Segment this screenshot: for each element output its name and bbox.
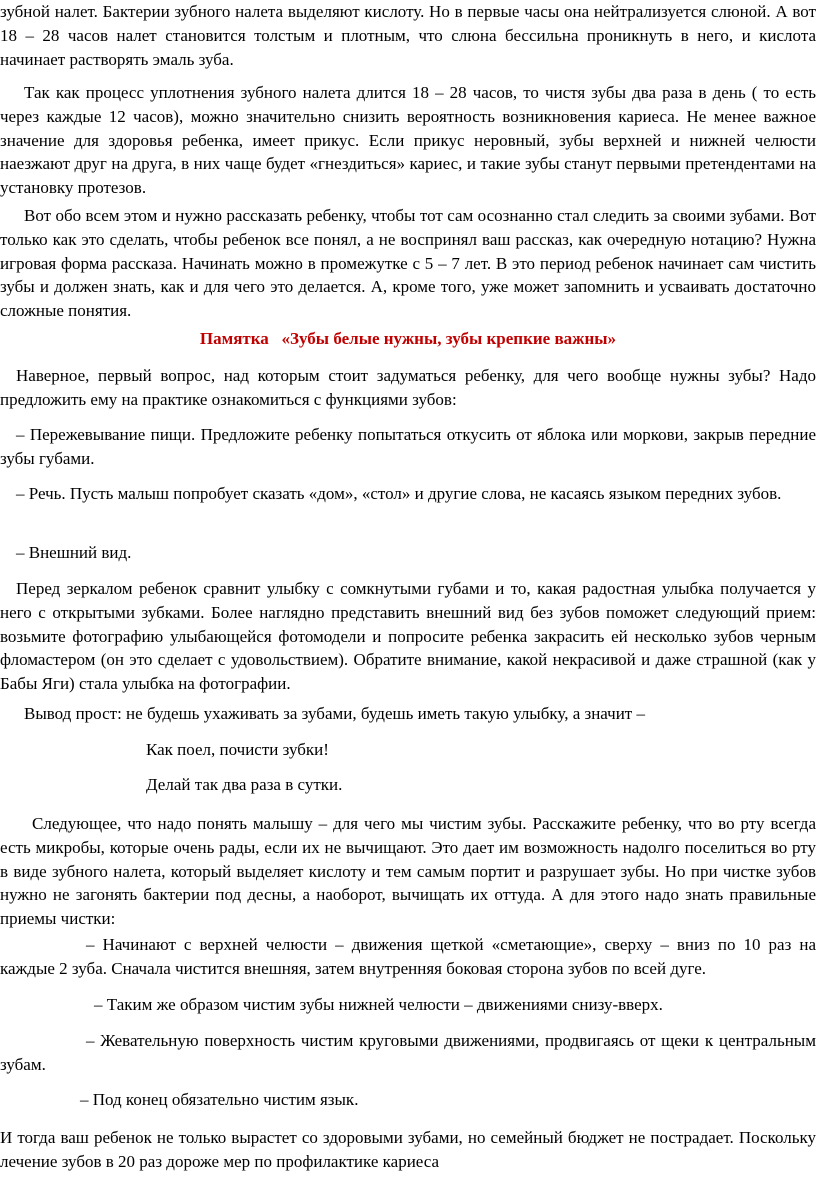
paragraph-final: И тогда ваш ребенок не только вырастет со здоровыми зубами, но семейный бюджет не пострадает. Поскольку лечение зубов в 20 раз дороже мер по профилактике кариеса [0, 1128, 816, 1171]
paragraph-brushing-frequency: Так как процесс уплотнения зубного налета длится 18 – 28 часов, то чистя зубы два раза в день ( то есть через каждые 12 часов), можно значительно снизить вероятность возникновения кариеса. Не менее важное значение для здоровья ребенка, имеет прикус. Если прикус неровный, зубы верхней и нижней челюсти наезжают друг на друга, в них чаще будет «гнездиться» кариес, и такие зубы станут первыми претендентами на установку протезов. [0, 83, 816, 198]
paragraph-chewing-surface: – Жевательную поверхность чистим круговыми движениями, продвигаясь от щеки к центральным зубам. [0, 1031, 816, 1074]
memo-title: Памятка «Зубы белые нужны, зубы крепкие важны» [199, 329, 617, 348]
paragraph-plaque-acid: зубной налет. Бактерии зубного налета выделяют кислоту. Но в первые часы она нейтрализуется слюной. А вот 18 – 28 часов налет становится толстым и плотным, что слюна бессильна проникнуть в него, и кислота начинает растворять эмаль зуба. [0, 2, 816, 69]
paragraph-tongue: – Под конец обязательно чистим язык. [80, 1090, 359, 1109]
rhyme-line-1: Как поел, почисти зубки! [146, 740, 329, 759]
paragraph-mirror: Перед зеркалом ребенок сравнит улыбку с сомкнутыми губами и то, какая радостная улыбка получается у него с открытыми зубками. Более наглядно представить внешний вид без зубов поможет следующий прием: возьмите фотографию улыбающейся фотомодели и попросите ребенка закрасить ей несколько зубов черным фломастером (он это сделает с удовольствием). Обратите внимание, какой некрасивой и даже страшной (как у Бабы Яги) стала улыбка на фотографии. [0, 579, 816, 694]
paragraph-speech: – Речь. Пусть малыш попробует сказать «дом», «стол» и другие слова, не касаясь языком передних зубов. [16, 484, 782, 503]
paragraph-why-brush: Следующее, что надо понять малышу – для чего мы чистим зубы. Расскажите ребенку, что во рту всегда есть микробы, которые очень рады, если их не вычищают. Это дает им возможность надолго поселиться во рту в виде зубного налета, который выделяет кислоту и тем самым портит и разрушает зубы. Но при чистке зубов нужно не загонять бактерии под десны, а наоборот, вычищать их оттуда. А для этого надо знать правильные приемы чистки: [0, 814, 816, 929]
paragraph-conclusion: Вывод прост: не будешь ухаживать за зубами, будешь иметь такую улыбку, а значит – [24, 704, 645, 723]
paragraph-upper-jaw: – Начинают с верхней челюсти – движения щеткой «сметающие», сверху – вниз по 10 раз на каждые 2 зуба. Сначала чистится внешняя, затем внутренняя боковая сторона зубов по всей дуге. [0, 935, 816, 978]
paragraph-lower-jaw: – Таким же образом чистим зубы нижней челюсти – движениями снизу-вверх. [94, 995, 663, 1014]
paragraph-appearance: – Внешний вид. [16, 543, 132, 562]
paragraph-chewing: – Пережевывание пищи. Предложите ребенку попытаться откусить от яблока или моркови, закрыв передние зубы губами. [0, 425, 816, 468]
paragraph-tell-child: Вот обо всем этом и нужно рассказать ребенку, чтобы тот сам осознанно стал следить за своими зубами. Вот только как это сделать, чтобы ребенок все понял, а не воспринял ваш рассказ, как очередную нотацию? Нужна игровая форма рассказа. Начинать можно в промежутке с 5 – 7 лет. В это период ребенок начинает сам чистить зубы и должен знать, как и для чего это делается. А, кроме того, уже может запомнить и усваивать достаточно сложные понятия. [0, 206, 816, 321]
rhyme-line-2: Делай так два раза в сутки. [146, 775, 343, 794]
paragraph-first-question: Наверное, первый вопрос, над которым стоит задуматься ребенку, для чего вообще нужны зубы? Надо предложить ему на практике ознакомиться с функциями зубов: [0, 366, 816, 409]
